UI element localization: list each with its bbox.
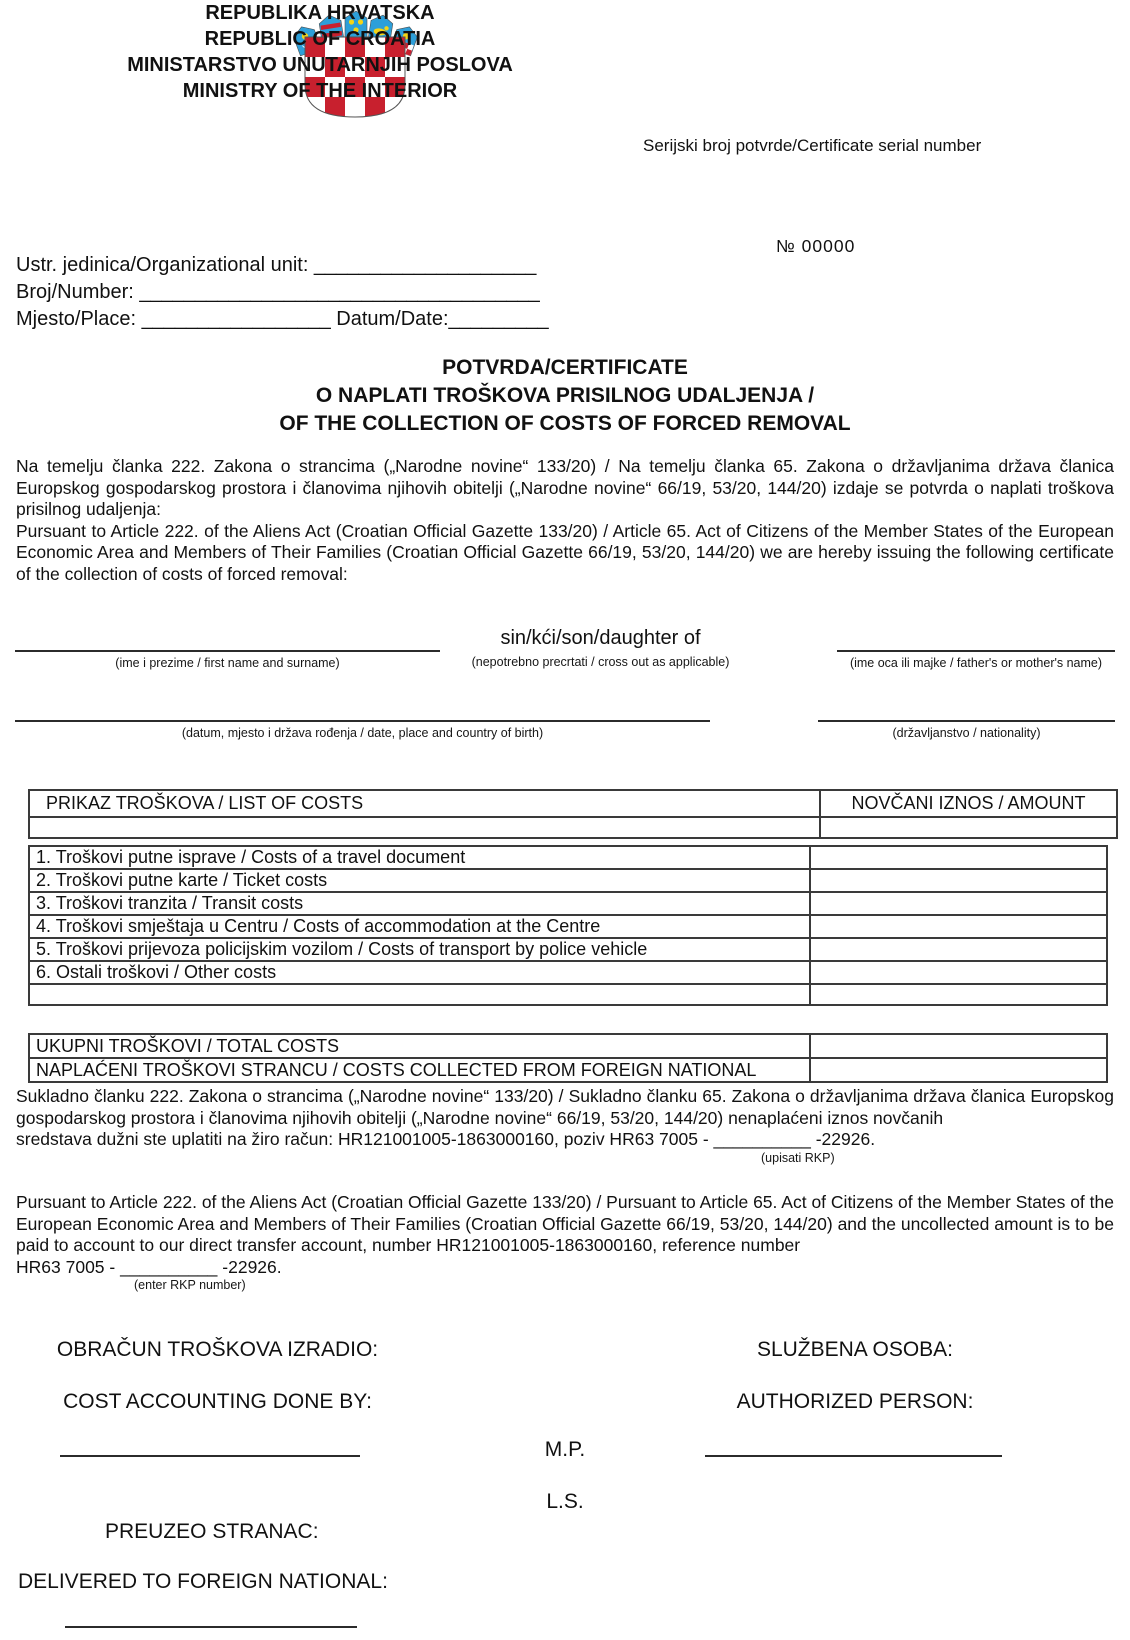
nationality-blank-line <box>818 688 1115 722</box>
serial-number-value: № 00000 <box>776 236 856 256</box>
accounting-by-label-hr: OBRAČUN TROŠKOVA IZRADIO: <box>56 1338 379 1361</box>
intro-english: Pursuant to Article 222. of the Aliens Act (Croatian Official Gazette 133/20) / Article 65. Act of Citizens of the Member States of the European Economic Area and Members of Their Families (Croatian Official Gazette 66/19, 53/20, 144/20) we are hereby issuing the following certificate of the collection of costs of forced removal: <box>16 520 1114 584</box>
serial-number-label: Serijski broj potvrde/Certificate serial number <box>643 136 982 155</box>
nationality-caption: (državljanstvo / nationality) <box>892 726 1041 740</box>
header-line-ministry: MINISTRY OF THE INTERIOR <box>182 80 458 102</box>
empty-cell <box>820 817 1117 838</box>
table-row <box>29 892 1107 915</box>
official-person-label-en: AUTHORIZED PERSON: <box>736 1390 974 1413</box>
cost-item-amount <box>810 869 1107 892</box>
cost-item-amount <box>810 961 1107 984</box>
foreign-national-signature-line <box>65 1608 357 1628</box>
empty-cell <box>29 984 810 1005</box>
accounting-by-label-en: COST ACCOUNTING DONE BY: <box>63 1390 372 1413</box>
title-line-1: POTVRDA/CERTIFICATE <box>442 356 688 379</box>
collected-costs-amount <box>810 1058 1107 1082</box>
cost-item-label: 6. Ostali troškovi / Other costs <box>29 961 810 984</box>
intro-paragraph <box>16 456 1114 585</box>
cost-item-amount <box>810 846 1107 869</box>
meta-fields <box>16 252 549 333</box>
person-name-row <box>15 600 1115 671</box>
org-unit-field: Ustr. jedinica/Organizational unit: ____________________ <box>16 254 537 276</box>
payment-en-caption: (enter RKP number) <box>134 1278 246 1292</box>
nationality-field-group <box>818 688 1115 741</box>
table-row <box>29 1034 1107 1058</box>
name-field-group <box>15 600 440 671</box>
cost-item-label: 3. Troškovi tranzita / Transit costs <box>29 892 810 915</box>
header-line-republic: REPUBLIC OF CROATIA <box>204 28 436 50</box>
cost-item-amount <box>810 892 1107 915</box>
payment-hr-text: Sukladno članku 222. Zakona o strancima („Narodne novine“ 133/20) / Sukladno članku 65. Zakona o državljanima država članica Europskog gospodarskog prostora i članovima njihovih obitelji („Narodne novine“ 66/19, 53/20, 144/20) nenaplaćeni iznos novčanih <box>16 1086 1114 1128</box>
payment-hr-caption: (upisati RKP) <box>761 1150 835 1165</box>
total-costs-amount <box>810 1034 1107 1058</box>
table-row <box>29 869 1107 892</box>
birth-caption: (datum, mjesto i država rođenja / date, place and country of birth) <box>181 726 544 740</box>
delivered-label-hr: PREUZEO STRANAC: <box>105 1520 319 1543</box>
table-row <box>29 790 1117 817</box>
title-line-3: OF THE COLLECTION OF COSTS OF FORCED REMOVAL <box>279 412 851 435</box>
cost-item-label: 1. Troškovi putne isprave / Costs of a travel document <box>29 846 810 869</box>
official-signature-line <box>705 1437 1002 1457</box>
table-row-empty <box>29 984 1107 1005</box>
table-row <box>29 915 1107 938</box>
table-row-empty <box>29 817 1117 838</box>
name-blank-line <box>15 600 440 652</box>
parent-name-blank-line <box>837 600 1115 652</box>
relation-text: sin/kći/son/daughter of <box>500 627 701 649</box>
relation-caption: (nepotrebno precrtati / cross out as applicable) <box>471 655 730 669</box>
cost-item-amount <box>810 915 1107 938</box>
place-field: Mjesto/Place: _________________ <box>16 308 331 330</box>
collected-costs-label: NAPLAĆENI TROŠKOVI STRANCU / COSTS COLLECTED FROM FOREIGN NATIONAL <box>29 1058 810 1082</box>
empty-cell <box>810 984 1107 1005</box>
costs-header-amount: NOVČANI IZNOS / AMOUNT <box>820 790 1117 817</box>
payment-en-account-line: HR63 7005 - __________ -22926. <box>16 1256 282 1277</box>
totals-table <box>28 1033 1108 1083</box>
total-costs-label: UKUPNI TROŠKOVI / TOTAL COSTS <box>29 1034 810 1058</box>
intro-croatian: Na temelju članka 222. Zakona o strancima („Narodne novine“ 133/20) / Na temelju članka 65. Zakona o državljanima država članica Europskog gospodarskog prostora i članovima njihovih obitelji („Narodne novine“ 66/19, 53/20, 144/20) izdaje se potvrda o naplati troškova prisilnog udaljenja: <box>16 456 1114 519</box>
name-caption: (ime i prezime / first name and surname) <box>115 656 340 670</box>
cost-item-label: 2. Troškovi putne karte / Ticket costs <box>29 869 810 892</box>
date-field: Datum/Date:_________ <box>336 308 549 330</box>
payment-en-text: Pursuant to Article 222. of the Aliens Act (Croatian Official Gazette 133/20) / Pursuant to Article 65. Act of Citizens of the Member States of the European Economic Area and Members of Their Families (Croatian Official Gazette 66/19, 53/20, 144/20) and the uncollected amount is to be paid to account to our direct transfer account, number HR121001005-1863000160, reference number <box>16 1192 1114 1255</box>
relation-group <box>448 600 753 671</box>
cost-item-amount <box>810 938 1107 961</box>
header-line-ministarstvo: MINISTARSTVO UNUTARNJIH POSLOVA <box>127 54 513 76</box>
document-title <box>0 354 1130 438</box>
parent-name-field-group <box>837 600 1115 671</box>
birth-blank-line <box>15 688 710 722</box>
parent-name-caption: (ime oca ili majke / father's or mother's name) <box>849 656 1103 670</box>
table-row <box>29 938 1107 961</box>
ministry-header <box>0 0 640 104</box>
official-person-label-hr: SLUŽBENA OSOBA: <box>756 1338 954 1361</box>
table-row <box>29 961 1107 984</box>
place-date-field <box>16 306 549 333</box>
table-row <box>29 1058 1107 1082</box>
table-row <box>29 846 1107 869</box>
seal-ls-label: L.S. <box>546 1490 584 1513</box>
birth-field-group <box>15 688 710 741</box>
costs-header-label: PRIKAZ TROŠKOVA / LIST OF COSTS <box>29 790 820 817</box>
seal-mp-label: M.P. <box>544 1438 586 1461</box>
delivered-label-en: DELIVERED TO FOREIGN NATIONAL: <box>18 1570 388 1593</box>
payment-paragraph-croatian <box>16 1086 1114 1166</box>
costs-table-items <box>28 845 1108 1006</box>
title-line-2: O NAPLATI TROŠKOVA PRISILNOG UDALJENJA / <box>315 384 815 407</box>
number-field: Broj/Number: ____________________________________ <box>16 281 540 303</box>
costs-table-header <box>28 789 1118 839</box>
header-line-republika: REPUBLIKA HRVATSKA <box>205 2 435 24</box>
payment-paragraph-english <box>16 1192 1114 1293</box>
person-birth-row <box>15 688 1115 741</box>
empty-cell <box>29 817 820 838</box>
payment-hr-account-line: sredstava dužni ste uplatiti na žiro račun: HR121001005-1863000160, poziv HR63 7005 - __________ -22926. <box>16 1129 876 1149</box>
cost-item-label: 5. Troškovi prijevoza policijskim vozilom / Costs of transport by police vehicle <box>29 938 810 961</box>
cost-item-label: 4. Troškovi smještaja u Centru / Costs of accommodation at the Centre <box>29 915 810 938</box>
